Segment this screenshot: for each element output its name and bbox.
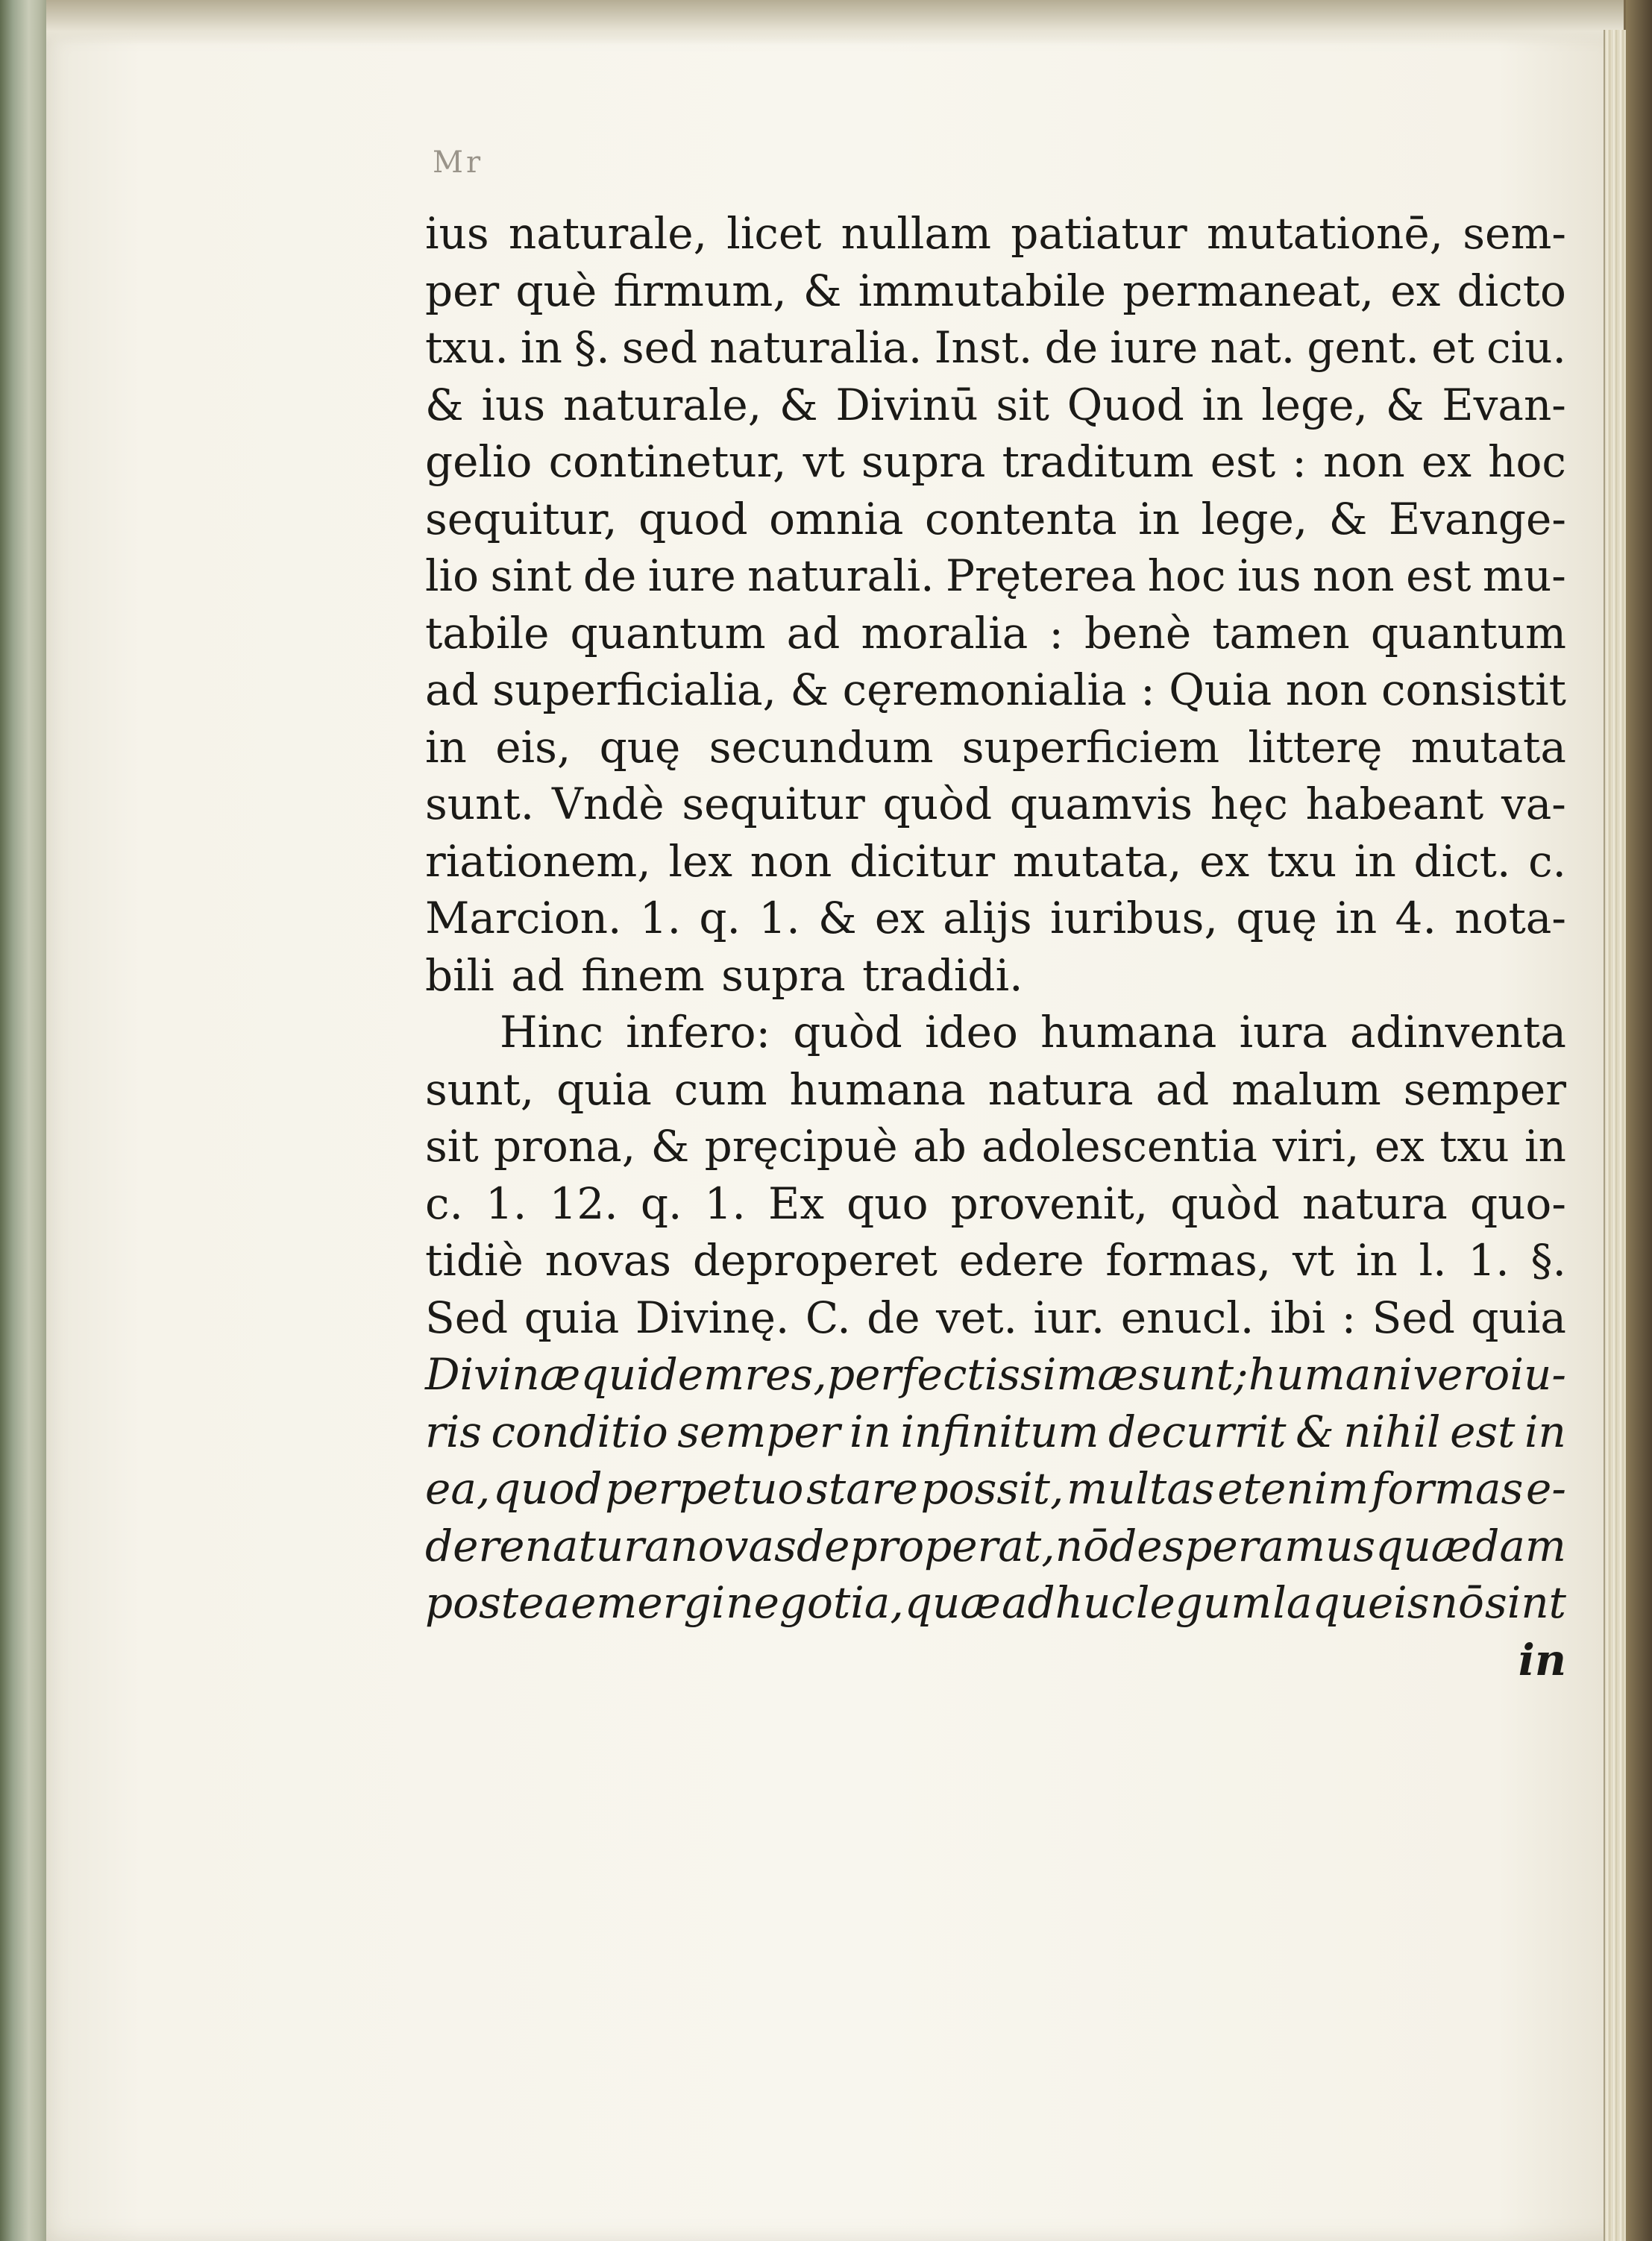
text-line-quotation: ris conditio semper in infinitum decurrit & nihil est in bbox=[425, 1406, 1566, 1457]
text-line: sequitur, quod omnia contenta in lege, & Evange- bbox=[425, 493, 1566, 544]
text-line: tidiè novas deproperet edere formas, vt in l. 1. §. bbox=[425, 1235, 1566, 1286]
text-line: Sed quia Divinę. C. de vet. iur. enucl. ibi : Sed quia bbox=[425, 1292, 1566, 1343]
text-line-quotation: dere natura novas deproperat, nō desperamus quædam bbox=[425, 1520, 1566, 1571]
page-top-shadow bbox=[46, 0, 1624, 45]
catchword-line bbox=[425, 1632, 1566, 1689]
text-line-paragraph-start: Hinc infero: quòd ideo humana iura adinventa bbox=[500, 1007, 1566, 1057]
text-line: per què firmum, & immutabile permaneat, ex dicto bbox=[425, 265, 1566, 316]
text-line: ad superficialia, & cęremonialia : Quia non consistit bbox=[425, 664, 1566, 715]
text-line: tabile quantum ad moralia : benè tamen quantum bbox=[425, 607, 1566, 659]
text-line-quotation: ea, quod perpetuo stare possit, multas etenim formas e- bbox=[425, 1463, 1566, 1514]
text-line: in eis, quę secundum superficiem litterę mutata bbox=[425, 721, 1566, 773]
text-line: c. 1. 12. q. 1. Ex quo provenit, quòd natura quo- bbox=[425, 1178, 1566, 1229]
catchword: in bbox=[1518, 1634, 1566, 1685]
book-cover-edge bbox=[1626, 0, 1652, 2241]
text-line: lio sint de iure naturali. Pręterea hoc ius non est mu- bbox=[425, 550, 1566, 601]
page-text-block bbox=[425, 205, 1566, 1688]
text-line-paragraph-end: bili ad finem supra tradidi. bbox=[425, 949, 1023, 1001]
text-line: sunt, quia cum humana natura ad malum semper bbox=[425, 1063, 1566, 1115]
text-line: sit prona, & pręcipuè ab adolescentia viri, ex txu in bbox=[425, 1121, 1566, 1172]
marginal-mark: Mr bbox=[433, 145, 484, 180]
book-binding-edge bbox=[0, 0, 52, 2241]
text-line: gelio continetur, vt supra traditum est : non ex hoc bbox=[425, 436, 1566, 487]
text-line-quotation: Divinæ quidem res, perfectissimæ sunt; humani vero iu- bbox=[425, 1349, 1566, 1400]
text-line: ius naturale, licet nullam patiatur mutationē, sem- bbox=[425, 208, 1566, 259]
text-line: txu. in §. sed naturalia. Inst. de iure nat. gent. et ciu. bbox=[425, 322, 1566, 373]
text-line-quotation: postea emergi negotia, quæ adhuc legum laqueis nō sint bbox=[425, 1577, 1566, 1628]
text-line: sunt. Vndè sequitur quòd quamvis hęc habeant va- bbox=[425, 779, 1566, 829]
text-line: riationem, lex non dicitur mutata, ex txu in dict. c. bbox=[425, 835, 1566, 887]
text-line: & ius naturale, & Divinū sit Quod in lege, & Evan- bbox=[425, 379, 1566, 430]
text-line: Marcion. 1. q. 1. & ex alijs iuribus, quę in 4. nota- bbox=[425, 893, 1566, 943]
